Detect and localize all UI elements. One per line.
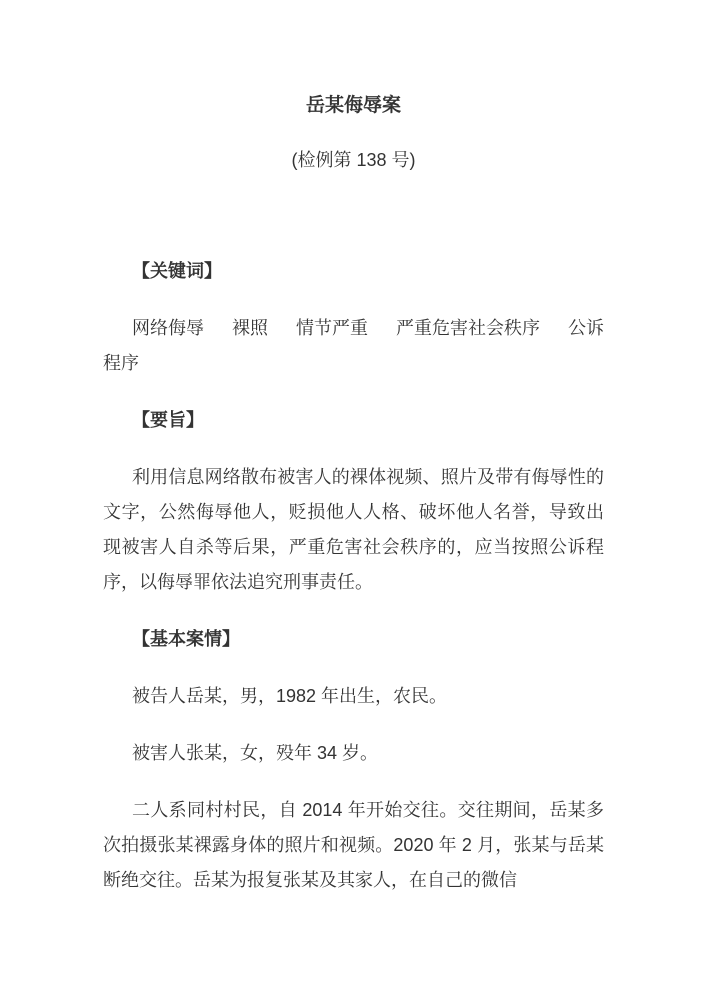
case-number: (检例第 138 号) <box>291 150 416 170</box>
keyword-serious-harm-social-order: 严重危害社会秩序 <box>396 318 540 338</box>
summary-paragraph: 利用信息网络散布被害人的裸体视频、照片及带有侮辱性的文字，公然侮辱他人，贬损他人人格、破坏他人名誉，导致出现被害人自杀等后果，严重危害社会秩序的，应当按照公诉程序，以侮辱罪依法追究刑事责任。 <box>103 467 604 592</box>
facts-paragraph-defendant: 被告人岳某，男，1982 年出生，农民。 <box>132 686 448 706</box>
keywords-line <box>103 311 604 381</box>
section-heading-keywords: 【关键词】 <box>132 261 222 281</box>
facts-paragraph-victim: 被害人张某，女，殁年 34 岁。 <box>132 743 379 763</box>
keyword-network-insult: 网络侮辱 <box>132 318 204 338</box>
section-heading-summary: 【要旨】 <box>132 410 204 430</box>
document-title: 岳某侮辱案 <box>305 95 401 116</box>
keyword-nude-photos: 裸照 <box>232 318 268 338</box>
keyword-public-prosecution-procedure: 公诉程序 <box>103 318 604 373</box>
keyword-serious-circumstances: 情节严重 <box>296 318 368 338</box>
section-heading-basic-facts: 【基本案情】 <box>132 629 240 649</box>
facts-paragraph-narrative: 二人系同村村民，自 2014 年开始交往。交往期间，岳某多次拍摄张某裸露身体的照片和视频。2020 年 2 月，张某与岳某断绝交往。岳某为报复张某及其家人，在自己的微信 <box>103 800 604 890</box>
